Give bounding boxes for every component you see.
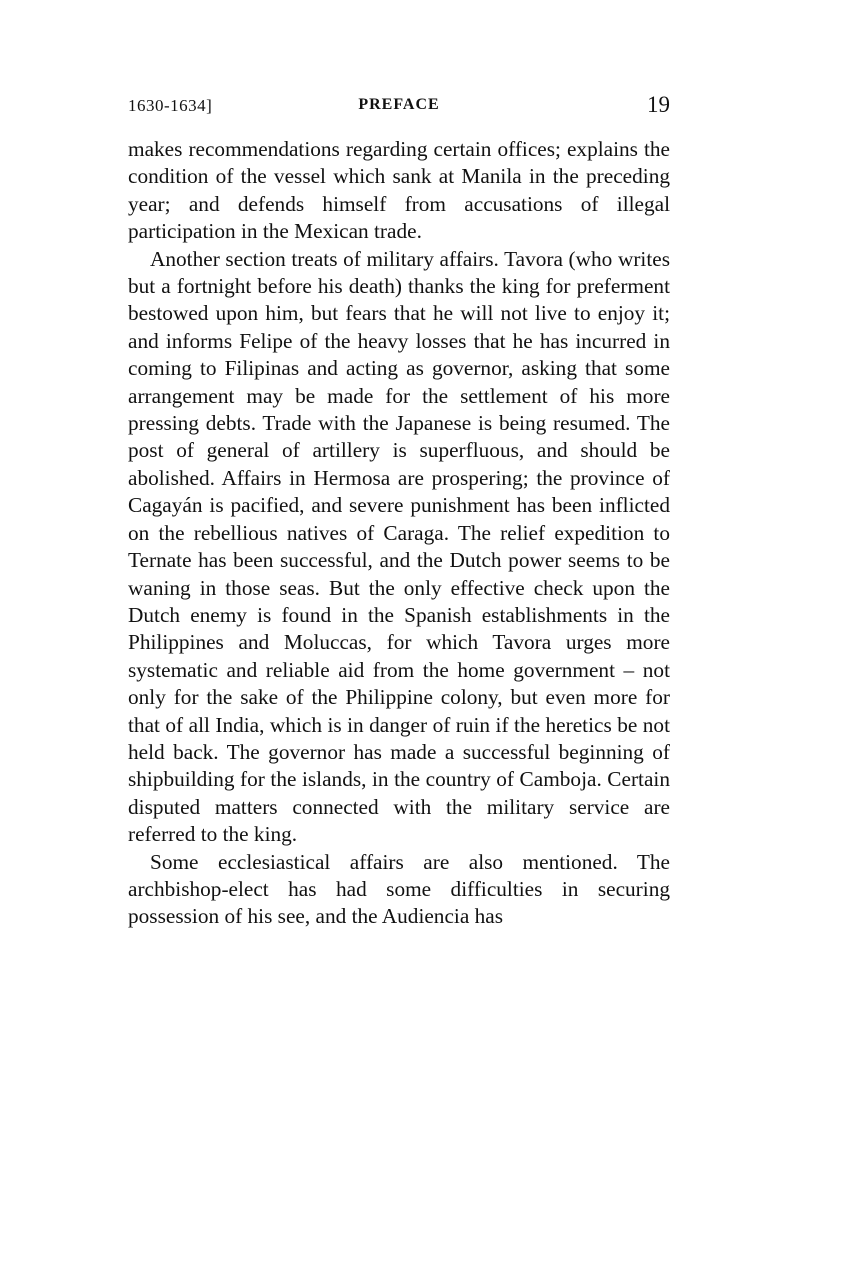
page-number: 19 bbox=[647, 92, 670, 117]
paragraph-2: Another section treats of military affairs. Tavora (who writes but a fortnight before his death) thanks the king for preferment bestowed upon him, but fears that he will not live to enjoy it; and informs Felipe of the heavy losses that he has incurred in coming to Filipinas and acting as governor, asking that some arrangement may be made for the settlement of his more pressing debts. Trade with the Japanese is being resumed. The post of general of artillery is superfluous, and should be abolished. Affairs in Hermosa are prospering; the province of Cagayán is pacified, and severe punishment has been inflicted on the rebellious natives of Caraga. The relief expedition to Ternate has been successful, and the Dutch power seems to be waning in those seas. But the only effective check upon the Dutch enemy is found in the Spanish establishments in the Philippines and Moluccas, for which Tavora urges more systematic and reliable aid from the home government – not only for the sake of the Philippine colony, but even more for that of all India, which is in danger of ruin if the heretics be not held back. The governor has made a successful beginning of shipbuilding for the islands, in the country of Camboja. Certain disputed matters connected with the military service are referred to the king. bbox=[128, 246, 670, 847]
paragraph-3: Some ecclesiastical affairs are also mentioned. The archbishop-elect has had some difficulties in securing possession of his see, and the Audiencia has bbox=[128, 849, 670, 929]
running-head bbox=[128, 92, 670, 122]
paragraph-1: makes recommendations regarding certain offices; explains the condition of the vessel which sank at Manila in the preceding year; and defends himself from accusations of illegal participation in the Mexican trade. bbox=[128, 137, 670, 244]
body-text bbox=[128, 136, 670, 931]
running-head-title: PREFACE bbox=[358, 96, 440, 113]
running-head-date-range: 1630-1634] bbox=[128, 96, 213, 115]
